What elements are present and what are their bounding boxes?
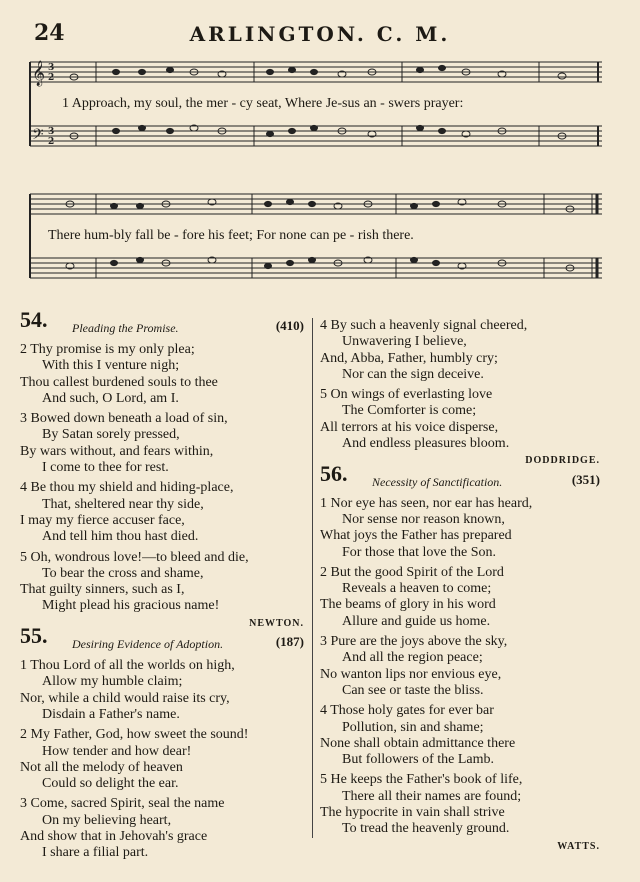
verse-line: And tell him thou hast died. [42, 529, 199, 545]
hymn-title: Pleading the Promise. [72, 321, 179, 335]
verse-line: 1 Thou Lord of all the worlds on high, [20, 658, 235, 674]
verse-line: But followers of the Lamb. [342, 752, 495, 768]
verse-line: I come to thee for rest. [42, 460, 169, 476]
verse-line: The beams of glory in his word [320, 597, 496, 613]
verse [320, 565, 600, 630]
verse-line: 4 Those holy gates for ever bar [320, 703, 494, 719]
svg-text:3: 3 [48, 63, 55, 73]
verse-line: There all their names are found; [342, 788, 522, 804]
verse-line: 1 Nor eye has seen, nor ear has heard, [320, 495, 533, 511]
verse-line: 2 My Father, God, how sweet the sound! [20, 727, 249, 743]
verse-line: All terrors at his voice disperse, [320, 419, 499, 435]
verse [320, 318, 600, 383]
verse-line: To tread the heavenly ground. [342, 821, 510, 837]
verse-line: Might plead his gracious name! [42, 598, 220, 614]
verse [20, 658, 304, 723]
verse-line: By Satan sorely pressed, [42, 427, 180, 443]
verse-line: And such, O Lord, am I. [42, 390, 179, 406]
verse-line: 3 Pure are the joys above the sky, [320, 634, 508, 650]
verse-line: The hypocrite in vain shall strive [320, 805, 505, 821]
verse-line: No wanton lips nor envious eye, [320, 666, 502, 682]
verse-line: Not all the melody of heaven [20, 759, 183, 775]
verse-line: What joys the Father has prepared [320, 528, 512, 544]
hymn-number: 56. [320, 460, 348, 486]
verse-line: Nor, while a child would raise its cry, [20, 690, 230, 706]
author: DODDRIDGE. [525, 455, 600, 467]
verse-line: On my believing heart, [42, 812, 172, 828]
hymn-title: Necessity of Sanctification. [372, 474, 503, 489]
page-number: 24 [34, 20, 65, 46]
verse [320, 387, 600, 452]
verse-line: Thou callest burdened souls to thee [20, 374, 218, 390]
verse-line: I share a filial part. [42, 845, 149, 861]
verse [20, 411, 304, 476]
verse-line: For those that love the Son. [342, 544, 496, 560]
hymn-title: Desiring Evidence of Adoption. [72, 637, 224, 652]
verse-line: 3 Bowed down beneath a load of sin, [20, 411, 228, 427]
hymn-number: 54. [20, 307, 48, 332]
verse [320, 772, 600, 837]
verse-line: 5 He keeps the Father's book of life, [320, 772, 523, 788]
verse [20, 796, 304, 861]
verse [20, 727, 304, 792]
verse-line: Could so delight the ear. [42, 776, 179, 792]
verse-line: Unwavering I believe, [342, 334, 467, 350]
verse-line: Can see or taste the bliss. [342, 682, 484, 698]
verse-line: By wars without, and fears within, [20, 443, 214, 459]
verse-line: 5 On wings of everlasting love [320, 387, 493, 403]
verse [20, 550, 304, 615]
svg-text:𝄢: 𝄢 [32, 126, 44, 147]
lyric-line-2: There hum-bly fall be - fore his feet; For none can pe - rish there. [48, 228, 414, 243]
verse [320, 634, 600, 699]
svg-text:2: 2 [48, 73, 55, 83]
verse-line: The Comforter is come; [342, 403, 477, 419]
verse-line: How tender and how dear! [42, 743, 192, 759]
verse-line: And endless pleasures bloom. [342, 436, 510, 452]
verse-line: That, sheltered near thy side, [42, 496, 204, 512]
lyric-line-1: 1 Approach, my soul, the mer - cy seat, Where Je-sus an - swers prayer: [62, 96, 464, 111]
verse-line: I may my fierce accuser face, [20, 512, 185, 528]
verse [320, 496, 600, 561]
author: WATTS. [557, 840, 600, 852]
verse-line: Reveals a heaven to come; [342, 581, 492, 597]
verse-line: Disdain a Father's name. [42, 706, 180, 722]
verse-line: With this I venture nigh; [42, 358, 180, 374]
svg-text:3: 3 [48, 127, 55, 137]
tune-title: ARLINGTON. C. M. [189, 22, 451, 46]
verse-line: To bear the cross and shame, [42, 565, 204, 581]
left-column [20, 307, 304, 862]
hymn-number: 55. [20, 623, 48, 649]
verse-line: And all the region peace; [342, 650, 483, 666]
hymn-reference: (410) [275, 318, 304, 333]
verse-line: None shall obtain admittance there [320, 735, 516, 751]
author: NEWTON. [249, 617, 304, 629]
verse [20, 342, 304, 407]
hymn-reference: (351) [571, 471, 600, 487]
verse-line: And show that in Jehovah's grace [20, 829, 208, 845]
verse-line: 4 By such a heavenly signal cheered, [320, 318, 528, 333]
verse-line: Nor can the sign deceive. [342, 366, 484, 382]
verse-line: And, Abba, Father, humbly cry; [320, 350, 498, 366]
verse-line: 3 Come, sacred Spirit, seal the name [20, 796, 225, 812]
right-column [320, 318, 600, 855]
svg-text:2: 2 [48, 137, 55, 147]
hymn-54-header [20, 307, 304, 338]
verse-line: 2 Thy promise is my only plea; [20, 342, 195, 357]
column-divider [312, 318, 313, 838]
hymn-reference: (187) [275, 634, 304, 650]
verse-line: 4 Be thou my shield and hiding-place, [20, 480, 234, 496]
verse [320, 703, 600, 768]
verse-line: Allure and guide us home. [342, 613, 491, 629]
verse [20, 480, 304, 545]
verse-line: 5 Oh, wondrous love!—to bleed and die, [20, 549, 249, 565]
verse-line: Pollution, sin and shame; [342, 719, 484, 735]
verse-line: Nor sense nor reason known, [342, 511, 505, 527]
verse-line: Allow my humble claim; [42, 674, 183, 690]
verse-line: 2 But the good Spirit of the Lord [320, 564, 504, 580]
svg-text:𝄞: 𝄞 [32, 61, 46, 86]
verse-line: That guilty sinners, such as I, [20, 582, 185, 598]
